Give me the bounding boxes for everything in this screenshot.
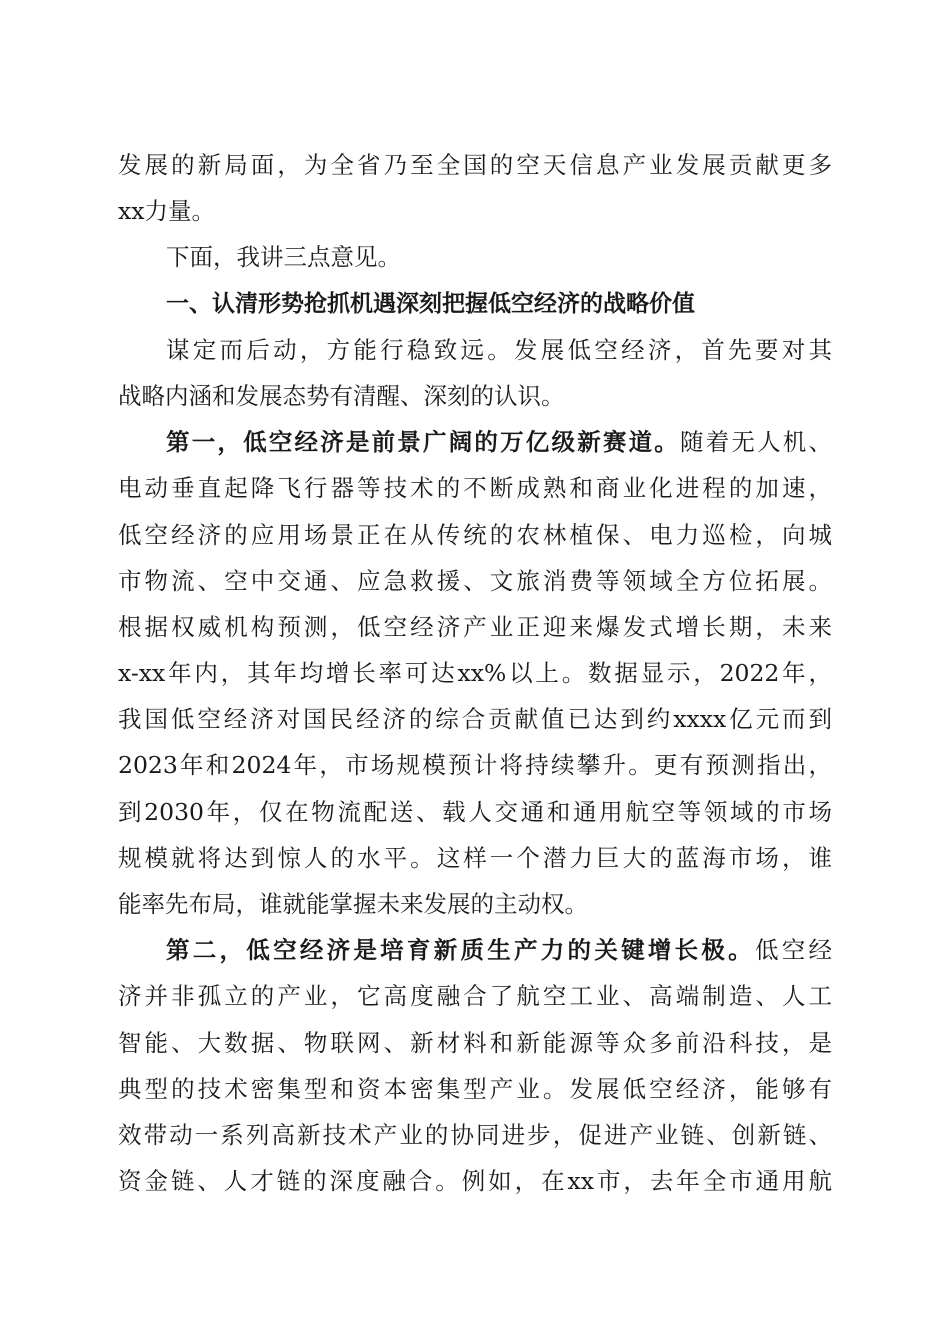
body-line: 低空经济的应用场景正在从传统的农林植保、电力巡检，向城 [118, 520, 832, 549]
body-line: 战略内涵和发展态势有清醒、深刻的认识。 [118, 381, 565, 410]
point-lead: 第二，低空经济是培育新质生产力的关键增长极。 [166, 936, 755, 965]
body-line: 济并非孤立的产业，它高度融合了航空工业、高端制造、人工 [118, 982, 832, 1011]
body-line: x-xx年内，其年均增长率可达xx%以上。数据显示，2022年， [118, 659, 832, 688]
body-line: 效带动一系列高新技术产业的协同进步，促进产业链、创新链、 [118, 1120, 832, 1149]
body-line: 根据权威机构预测，低空经济产业正迎来爆发式增长期，未来 [118, 612, 832, 641]
body-line: 典型的技术密集型和资本密集型产业。发展低空经济，能够有 [118, 1074, 832, 1103]
body-line: xx力量。 [118, 197, 216, 226]
body-line: 下面，我讲三点意见。 [166, 243, 401, 272]
body-line: 智能、大数据、物联网、新材料和新能源等众多前沿科技，是 [118, 1028, 832, 1057]
body-line: 规模就将达到惊人的水平。这样一个潜力巨大的蓝海市场，谁 [118, 843, 832, 872]
document-body [118, 142, 832, 1204]
body-line: 2023年和2024年，市场规模预计将持续攀升。更有预测指出， [118, 751, 832, 780]
point-text: 随着无人机、 [680, 428, 832, 457]
body-line [118, 419, 832, 465]
section-heading: 一、认清形势抢抓机遇深刻把握低空经济的战略价值 [166, 290, 695, 317]
body-line: 我国低空经济对国民经济的综合贡献值已达到约xxxx亿元而到 [118, 705, 832, 734]
body-line: 市物流、空中交通、应急救援、文旅消费等领域全方位拓展。 [118, 566, 832, 595]
body-line: 谋定而后动，方能行稳致远。发展低空经济，首先要对其 [166, 335, 832, 364]
body-line [118, 927, 832, 973]
body-line: 电动垂直起降飞行器等技术的不断成熟和商业化进程的加速， [118, 474, 832, 503]
body-line: 到2030年，仅在物流配送、载人交通和通用航空等领域的市场 [118, 797, 832, 826]
point-text: 低空经 [754, 936, 833, 965]
point-lead: 第一，低空经济是前景广阔的万亿级新赛道。 [166, 428, 680, 457]
body-line: 资金链、人才链的深度融合。例如，在xx市，去年全市通用航 [118, 1167, 832, 1196]
body-line: 发展的新局面，为全省乃至全国的空天信息产业发展贡献更多 [118, 151, 832, 179]
body-line: 能率先布局，谁就能掌握未来发展的主动权。 [118, 890, 588, 918]
